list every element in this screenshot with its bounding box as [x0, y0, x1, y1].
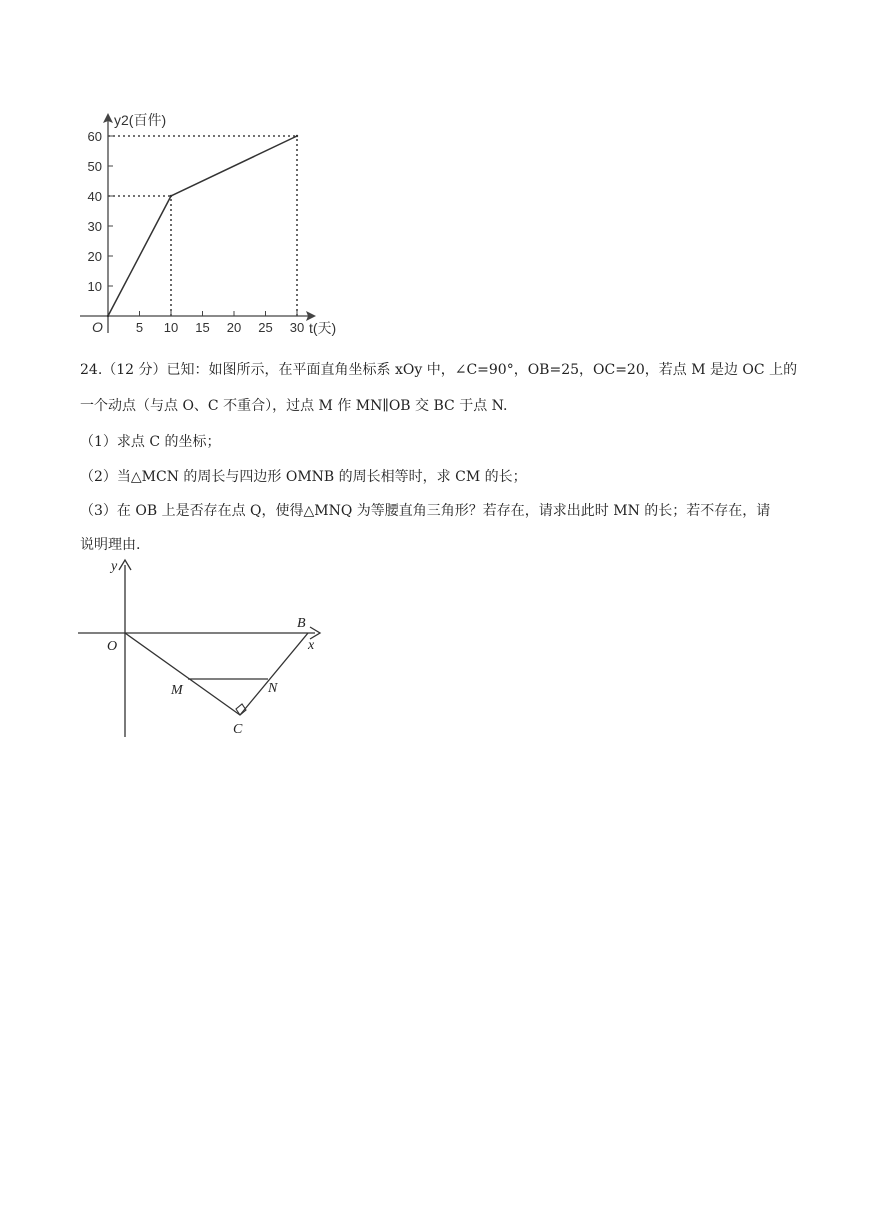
geometry-diagram — [70, 555, 340, 745]
y-tick-label: 30 — [87, 219, 102, 234]
x-tick-label: 15 — [195, 320, 210, 335]
x-tick-label: 5 — [135, 320, 144, 335]
x-tick-label: 10 — [163, 320, 179, 335]
x-tick-label: 20 — [226, 320, 242, 335]
label-o: O — [107, 639, 118, 654]
label-n: N — [268, 681, 278, 696]
problem-line-1: 24.（12 分）已知：如图所示，在平面直角坐标系 xOy 中，∠C=90°，OB=25，OC=20，若点 M 是边 OC 上的 — [80, 362, 798, 378]
y-tick-label: 50 — [87, 159, 102, 174]
segment-bc — [240, 633, 308, 715]
x-tick-label: 30 — [289, 320, 305, 335]
problem-line-4: （2）当△MCN 的周长与四边形 OMNB 的周长相等时，求 CM 的长； — [80, 469, 527, 485]
y-tick-label: 20 — [87, 249, 102, 264]
y-tick-label: 10 — [87, 279, 102, 294]
origin-label: O — [92, 319, 103, 335]
label-x: x — [308, 638, 315, 653]
label-c: C — [233, 722, 243, 737]
problem-line-5: （3）在 OB 上是否存在点 Q，使得△MNQ 为等腰直角三角形？若存在，请求出此时 MN 的长；若不存在，请 — [80, 503, 771, 519]
y-tick-label: 40 — [87, 189, 102, 204]
x-axis-label: t(天) — [309, 320, 337, 336]
data-point — [107, 315, 109, 317]
y2-t-line-chart — [70, 105, 370, 345]
problem-line-6: 说明理由. — [80, 537, 141, 553]
segment-oc — [125, 633, 240, 715]
y-tick-label: 60 — [87, 129, 102, 144]
label-m: M — [171, 683, 183, 698]
x-tick-label: 25 — [258, 320, 273, 335]
problem-line-3: （1）求点 C 的坐标； — [80, 434, 221, 450]
label-b: B — [297, 616, 306, 631]
data-point — [170, 195, 172, 197]
series-line-0 — [108, 136, 297, 316]
y-axis-label: y2(百件) — [114, 112, 167, 128]
problem-line-2: 一个动点（与点 O、C 不重合），过点 M 作 MN∥OB 交 BC 于点 N. — [80, 398, 508, 414]
label-y: y — [111, 559, 118, 574]
data-point — [296, 135, 298, 137]
